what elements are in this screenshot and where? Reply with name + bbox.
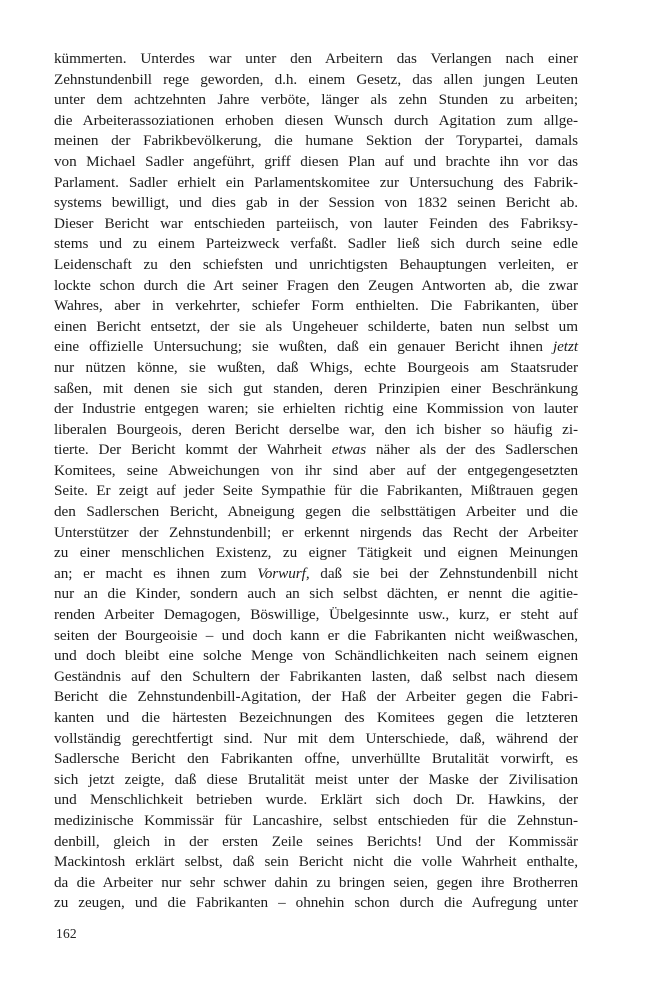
page-number: 162 bbox=[56, 926, 77, 941]
text-line: sich jetzt zeigte, daß diese Brutalität meist unter der Maske der Zivilisation bbox=[54, 770, 578, 788]
text-line: nur an die Kinder, sondern auch an sich selbst dächten, er nennt die agitie- bbox=[54, 585, 578, 603]
text-line: von Michael Sadler angeführt, griff diesen Plan auf und brachte ihn vor das bbox=[54, 152, 578, 170]
text-line: vollständig gerechtfertigt sind. Nur mit dem Unterschiede, daß, während der bbox=[54, 729, 578, 747]
text-line: Komitees, seine Abweichungen von ihr sind aber auf der entgegengesetzten bbox=[54, 461, 578, 479]
text-line: zu einer menschlichen Existenz, zu eigner Tätigkeit und eignen Meinungen bbox=[54, 544, 578, 562]
text-line: der Industrie entgegen waren; sie erhielten richtig eine Kommission von lauter bbox=[54, 400, 578, 418]
text-line: und doch bleibt eine solche Menge von Schändlichkeiten nach seinem eignen bbox=[54, 647, 578, 665]
text-line: Parlament. Sadler erhielt ein Parlamentskomitee zur Untersuchung des Fabrik- bbox=[54, 173, 578, 191]
text-line: den Sadlerschen Bericht, Abneigung gegen die selbsttätigen Arbeiter und die bbox=[54, 503, 578, 521]
text-line: medizinische Kommissär für Lancashire, selbst entschieden für die Zehnstun- bbox=[54, 811, 578, 829]
text-line: renden Arbeiter Demagogen, Böswillige, Übelgesinnte usw., kurz, er steht auf bbox=[54, 606, 578, 624]
text-line: denbill, gleich in der ersten Zeile seines Berichts! Und der Kommissär bbox=[54, 832, 578, 850]
text-line: und Menschlichkeit betrieben wurde. Erklärt sich doch Dr. Hawkins, der bbox=[54, 791, 578, 809]
text-line: saßen, mit denen sie sich gut standen, deren Prinzipien einer Beschränkung bbox=[54, 379, 578, 397]
text-line: Seite. Er zeigt auf jeder Seite Sympathie für die Fabrikanten, Mißtrauen gegen bbox=[54, 482, 578, 500]
text-line: nur nützen könne, sie wußten, daß Whigs, echte Bourgeois am Staatsruder bbox=[54, 358, 578, 376]
text-line: systems bewilligt, und dies gab in der Session von 1832 seinen Bericht ab. bbox=[54, 194, 578, 212]
text-line: die Arbeiterassoziationen erhoben diesen Wunsch durch Agitation zum allge- bbox=[54, 111, 578, 129]
text-line: einen Bericht entsetzt, der sie als Ungeheuer schilderte, baten nun selbst um bbox=[54, 317, 578, 335]
text-line: da die Arbeiter nur sehr schwer dahin zu bringen seien, gegen ihre Brotherren bbox=[54, 873, 578, 891]
text-line: eine offizielle Untersuchung; sie wußten, daß ein genauer Bericht ihnen jetzt bbox=[54, 338, 578, 356]
text-line: meinen der Fabrikbevölkerung, die humane Sektion der Torypartei, damals bbox=[54, 132, 578, 150]
text-line: kanten und die härtesten Bezeichnungen des Komitees gegen die letzteren bbox=[54, 709, 578, 726]
text-line: unter dem achtzehnten Jahre verböte, länger als zehn Stunden zu arbeiten; bbox=[54, 91, 578, 109]
text-line: seiten der Bourgeoisie – und doch kann er die Fabrikanten nicht weißwaschen, bbox=[54, 626, 578, 644]
body-text bbox=[54, 49, 578, 914]
text-line: Dieser Bericht war entschieden parteiisch, von lauter Feinden des Fabriksy- bbox=[54, 214, 578, 232]
text-line: Leidenschaft zu den schiefsten und unrichtigsten Behauptungen verleiten, er bbox=[54, 255, 578, 273]
text-line: tierte. Der Bericht kommt der Wahrheit etwas näher als der des Sadlerschen bbox=[54, 441, 578, 459]
text-line: kümmerten. Unterdes war unter den Arbeitern das Verlangen nach einer bbox=[54, 50, 578, 67]
text-line: zu zeugen, und die Fabrikanten – ohnehin schon durch die Aufregung unter bbox=[54, 894, 578, 912]
text-line: stems und zu einem Parteizweck verfaßt. Sadler ließ sich durch seine edle bbox=[54, 235, 578, 253]
text-line: Sadlersche Bericht den Fabrikanten offne, unverhüllte Brutalität vorwirft, es bbox=[54, 750, 578, 768]
text-line: Mackintosh erklärt selbst, daß sein Bericht nicht die volle Wahrheit enthalte, bbox=[54, 853, 578, 871]
text-line: Unterstützer der Zehnstundenbill; er erkennt nirgends das Recht der Arbeiter bbox=[54, 523, 578, 541]
text-line: Bericht die Zehnstundenbill-Agitation, der Haß der Arbeiter gegen die Fabri- bbox=[54, 688, 578, 706]
text-line: lockte schon durch die Art seiner Fragen den Zeugen Antworten ab, die zwar bbox=[54, 276, 578, 294]
text-line: liberalen Bourgeois, deren Bericht derselbe war, den ich bisher so häufig zi- bbox=[54, 420, 578, 438]
text-line: an; er macht es ihnen zum Vorwurf, daß sie bei der Zehnstundenbill nicht bbox=[54, 564, 579, 582]
text-line: Wahres, aber in verkehrter, schiefer Form enthielten. Die Fabrikanten, über bbox=[54, 297, 578, 315]
text-line: Geständnis auf den Schultern der Fabrikanten lasten, daß selbst nach diesem bbox=[54, 667, 578, 685]
text-line: Zehnstundenbill rege geworden, d.h. einem Gesetz, das allen jungen Leuten bbox=[54, 70, 578, 88]
